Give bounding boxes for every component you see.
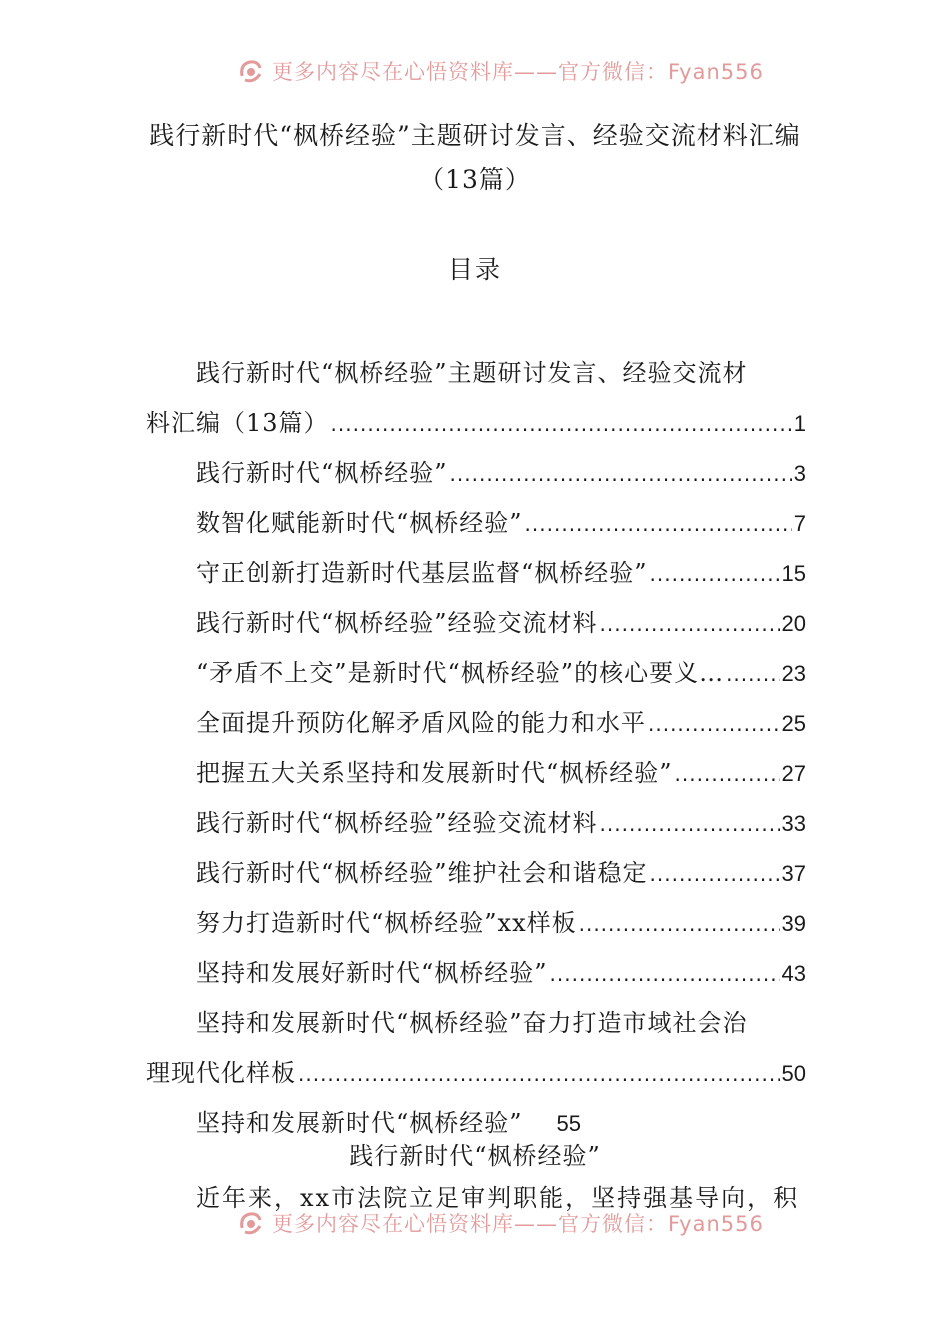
toc-entry-title: 理现代化样板 [146,1059,296,1087]
toc-page-number: 50 [781,1061,806,1086]
toc-page-number: 23 [781,661,806,686]
toc-dot-leader [579,899,780,949]
toc-page-number: 3 [793,461,806,486]
toc-page-number: 33 [781,811,806,836]
toc-heading: 目录 [447,255,502,284]
toc-entry-title: 料汇编（13篇） [146,409,329,437]
toc-entry[interactable] [146,698,806,748]
toc-page-number: 15 [781,561,806,586]
toc-entry-title: 践行新时代“枫桥经验”维护社会和谐稳定 [196,859,648,887]
toc-entry[interactable] [146,498,806,548]
watermark-text: 更多内容尽在心悟资料库——官方微信：Fyan556 [272,1212,764,1236]
toc-entry-title: 数智化赋能新时代“枫桥经验” [196,509,523,537]
toc-entry-title: 践行新时代“枫桥经验”主题研讨发言、经验交流材 [196,359,748,387]
toc-entry-title: 践行新时代“枫桥经验”经验交流材料 [196,809,598,837]
toc-page-number: 20 [781,611,806,636]
toc-page-number: 37 [781,861,806,886]
toc-entry[interactable] [146,748,806,798]
toc-entry[interactable] [146,448,806,498]
toc-entry[interactable] [146,948,806,998]
toc-page-number: 27 [781,761,806,786]
toc-entry-title: 践行新时代“枫桥经验” [196,459,448,487]
document-title: 践行新时代“枫桥经验”主题研讨发言、经验交流材料汇编（13篇） [149,121,801,194]
toc-page-number: 7 [793,511,806,536]
watermark-text: 更多内容尽在心悟资料库——官方微信：Fyan556 [272,60,764,84]
toc-entry-title: 坚持和发展好新时代“枫桥经验” [196,959,548,987]
toc-dot-leader [650,549,780,599]
toc-page-number: 39 [781,911,806,936]
toc-dot-leader [450,449,792,499]
toc-dot-leader [550,949,780,999]
toc-page-number: 1 [793,411,806,436]
toc-entry[interactable] [146,648,806,698]
body-paragraph: 近年来，xx市法院立足审判职能，坚持强基导向，积 [196,1184,800,1212]
toc-entry[interactable] [146,798,806,848]
watermark-logo-icon [236,1208,266,1238]
toc-page-number: 55 [556,1111,582,1136]
toc-dot-leader [650,849,780,899]
toc-entry[interactable] [146,998,806,1098]
toc-dot-leader [675,749,780,799]
toc-entry[interactable] [146,598,806,648]
toc-dot-leader [726,649,779,699]
toc-dot-leader [525,499,792,549]
toc-entry-title: 把握五大关系坚持和发展新时代“枫桥经验” [196,759,673,787]
toc-dot-leader [600,599,780,649]
toc-entry-title: “矛盾不上交”是新时代“枫桥经验”的核心要义… [196,659,725,687]
toc-entry[interactable] [146,848,806,898]
toc-entry-title: 坚持和发展新时代“枫桥经验” [196,1109,523,1137]
toc-dot-leader [331,399,792,449]
toc-dot-leader [600,799,780,849]
toc-entry[interactable] [146,898,806,948]
toc-entry-title: 坚持和发展新时代“枫桥经验”奋力打造市域社会治 [196,1009,748,1037]
table-of-contents [146,348,806,1148]
watermark-logo-icon [236,56,266,86]
toc-dot-leader [648,699,780,749]
toc-entry[interactable] [146,548,806,598]
toc-entry-title: 努力打造新时代“枫桥经验”xx样板 [196,909,577,937]
watermark-footer [0,1208,950,1238]
section-heading: 践行新时代“枫桥经验” [349,1142,601,1170]
toc-entry[interactable] [146,348,806,448]
toc-dot-leader [298,1049,780,1099]
toc-page-number: 25 [781,711,806,736]
toc-entry-title: 全面提升预防化解矛盾风险的能力和水平 [196,709,646,737]
toc-entry-title: 践行新时代“枫桥经验”经验交流材料 [196,609,598,637]
toc-page-number: 43 [781,961,806,986]
watermark-header [0,56,950,86]
toc-entry-title: 守正创新打造新时代基层监督“枫桥经验” [196,559,648,587]
